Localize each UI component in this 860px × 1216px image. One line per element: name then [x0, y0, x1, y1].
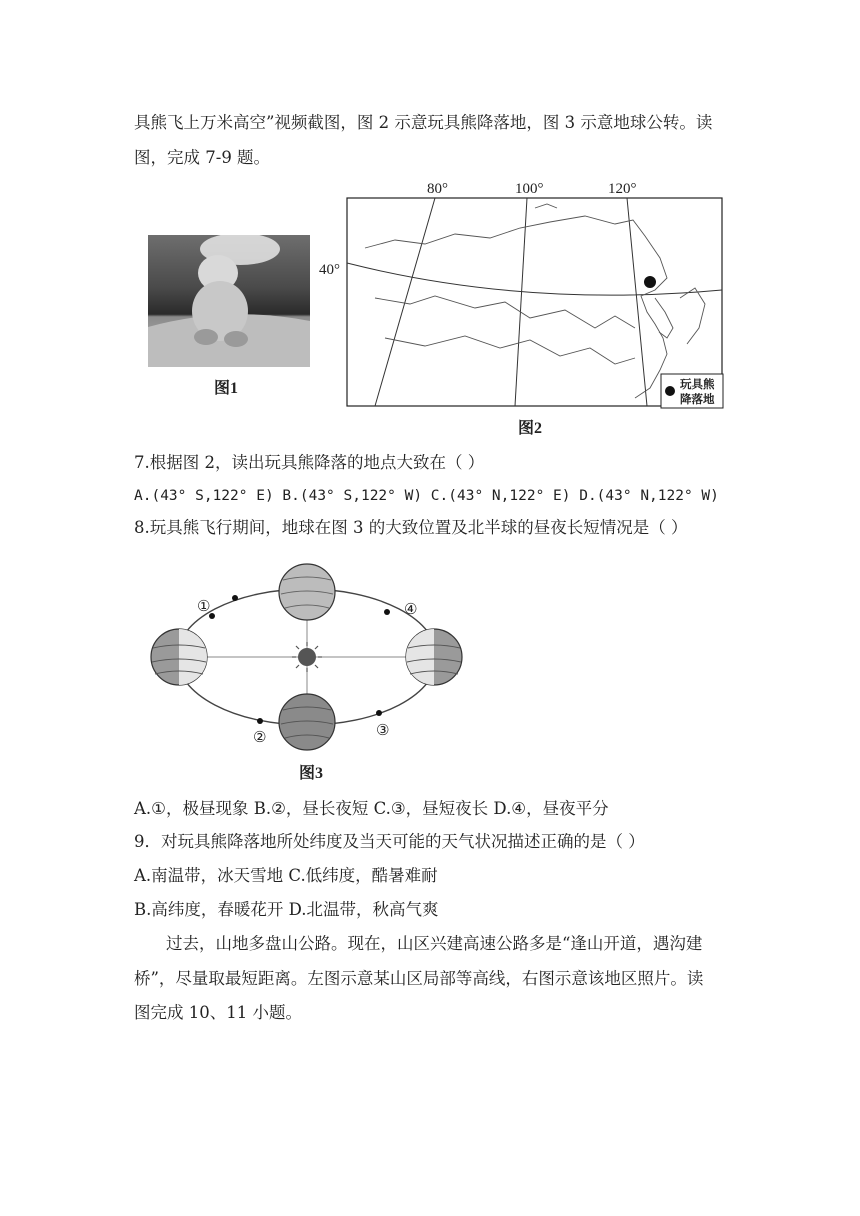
legend-line-2: 降落地: [680, 394, 715, 406]
lon-label-100: 100°: [515, 181, 544, 197]
lon-label-120: 120°: [608, 181, 637, 197]
q8-options: A.①，极昼现象 B.②，昼长夜短 C.③，昼短夜长 D.④，昼夜平分: [134, 799, 609, 818]
passage-line-3: 图完成 10、11 小题。: [134, 1003, 302, 1022]
passage-line-2: 桥”，尽量取最短距离。左图示意某山区局部等高线，右图示意该地区照片。读: [134, 969, 704, 988]
earth-left: [151, 629, 207, 685]
position-label-3: ③: [376, 721, 390, 739]
landing-point: [644, 276, 656, 288]
figure-1-caption: 图1: [214, 380, 239, 397]
figure-3-orbit: [145, 550, 475, 780]
earth-bottom: [279, 694, 335, 750]
q7-options: A.(43° S,122° E) B.(43° S,122° W) C.(43° N,122° E) D.(43° N,122° W): [134, 488, 719, 504]
position-dot-3: [376, 710, 382, 716]
q9-options-line-1: A.南温带，冰天雪地 C.低纬度，酷暑难耐: [134, 866, 438, 885]
intro-line-2: 图，完成 7-9 题。: [134, 148, 271, 167]
q9-stem: 9．对玩具熊降落地所处纬度及当天可能的天气状况描述正确的是（ ）: [134, 832, 645, 851]
passage-line-1: 过去，山地多盘山公路。现在，山区兴建高速公路多是“逢山开道，遇沟建: [166, 934, 703, 953]
q7-stem: 7.根据图 2，读出玩具熊降落的地点大致在（ ）: [134, 453, 485, 472]
legend-dot: [665, 386, 675, 396]
earth-right: [406, 629, 462, 685]
sun: [298, 648, 316, 666]
lon-label-80: 80°: [427, 181, 448, 197]
lat-label-40: 40°: [319, 262, 340, 278]
q9-options-line-2: B.高纬度，春暖花开 D.北温带，秋高气爽: [134, 900, 439, 919]
position-label-2: ②: [253, 728, 267, 746]
intro-line-1: 具熊飞上万米高空”视频截图，图 2 示意玩具熊降落地，图 3 示意地球公转。读: [134, 113, 713, 132]
position-dot-1b: [232, 595, 238, 601]
q8-stem: 8.玩具熊飞行期间，地球在图 3 的大致位置及北半球的昼夜长短情况是（ ）: [134, 518, 688, 537]
figure-2-map: [315, 178, 730, 440]
figure-3-caption: 图3: [299, 765, 324, 782]
position-dot-4: [384, 609, 390, 615]
position-dot-2: [257, 718, 263, 724]
teddy-bear-image: [148, 235, 310, 367]
position-label-1: ①: [197, 597, 211, 615]
legend-line-1: 玩具熊: [680, 379, 715, 391]
figure-1-photo: [148, 235, 310, 367]
position-label-4: ④: [404, 600, 418, 618]
figure-2-caption: 图2: [518, 420, 543, 437]
earth-top: [279, 564, 335, 620]
